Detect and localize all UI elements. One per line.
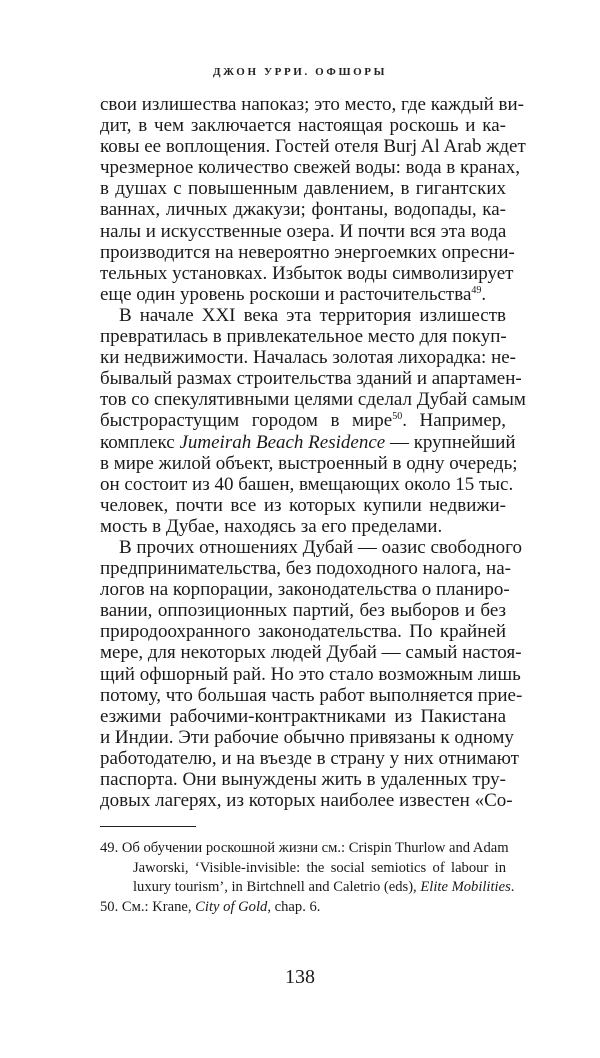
text-run: езжими рабочими-контрактниками из Пакистана — [100, 705, 506, 727]
text-line — [100, 684, 523, 706]
footnote-ref: 50 — [392, 411, 403, 423]
text-run: ваннах, личных джакузи; фонтаны, водопады, ка- — [100, 199, 506, 221]
text-run: Jaworski, ‘Visible-invisible: the social semiotics of labour in — [133, 859, 506, 876]
text-line — [100, 452, 518, 474]
text-run: предпринимательства, без подоходного налога, на- — [100, 558, 511, 580]
italic-text: Elite Mobilities — [420, 879, 511, 895]
text-run: он состоит из 40 башен, вмещающих около 15 тыс. — [100, 473, 514, 495]
text-line — [100, 642, 522, 664]
text-run: luxury tourism’, in Birtchnell and Caletrio (eds), — [133, 879, 421, 895]
text-line — [100, 115, 506, 136]
text-line — [100, 431, 516, 453]
text-run: превратилась в привлекательное место для покуп- — [100, 326, 507, 348]
text-run: мере, для некоторых людей Дубай — самый настоя- — [100, 642, 522, 664]
text-line — [100, 262, 514, 284]
text-line — [100, 621, 506, 642]
footnote — [100, 839, 515, 898]
text-run: — крупнейший — [385, 431, 516, 453]
paragraph — [100, 94, 526, 305]
footnotes — [100, 839, 515, 917]
text-run: логов на корпорации, законодательства о планиро- — [100, 579, 510, 601]
body-text — [100, 94, 526, 812]
text-run: чрезмерное количество свежей воды: вода в кранах, — [100, 157, 521, 179]
text-run: комплекс — [100, 431, 180, 453]
footnote-divider — [100, 826, 196, 827]
text-line — [100, 368, 522, 390]
running-header: ДЖОН УРРИ. ОФШОРЫ — [212, 66, 388, 78]
text-line — [100, 747, 519, 769]
text-line — [100, 284, 506, 305]
text-run: . — [510, 879, 515, 895]
text-run: щий офшорный рай. Но это стало возможным лишь — [100, 663, 521, 685]
footnote-ref: 49 — [471, 284, 482, 296]
footnote-line — [100, 859, 506, 879]
text-run: В начале XXI века эта территория излишеств — [119, 304, 506, 326]
text-line — [100, 663, 521, 685]
text-line — [100, 706, 506, 727]
text-run: . — [481, 283, 487, 305]
text-run: природоохранного законодательства. По крайней — [100, 621, 506, 643]
text-line — [100, 473, 514, 495]
italic-text: Jumeirah Beach Residence — [179, 431, 386, 453]
text-line — [100, 558, 511, 580]
text-line — [100, 326, 506, 347]
text-run: 50. См.: Krane, — [100, 898, 196, 915]
text-line — [100, 726, 514, 748]
text-line — [100, 305, 506, 326]
text-run: быстрорастущим городом в мире — [100, 410, 393, 432]
text-line — [100, 769, 506, 790]
text-line — [100, 241, 515, 263]
text-run: вании, оппозиционных партий, без выборов и без — [100, 600, 506, 622]
text-run: налы и искусственные озера. И почти вся эта вода — [100, 220, 507, 242]
text-run: довых лагерях, из которых наиболее известен «Со- — [100, 790, 513, 812]
text-run: человек, почти все из которых купили недвижи- — [100, 494, 506, 516]
footnote-line — [100, 898, 506, 918]
page-number: 138 — [285, 966, 315, 988]
text-line — [100, 221, 506, 242]
text-run: 49. Об обучении роскошной жизни см.: Crispin Thurlow and Adam — [100, 840, 509, 856]
text-run: потому, что большая часть работ выполняется прие- — [100, 684, 523, 706]
text-line — [100, 516, 506, 537]
text-run: паспорта. Они вынуждены жить в удаленных тру- — [100, 769, 506, 790]
text-run: бывалый размах строительства зданий и апартамен- — [100, 368, 522, 390]
text-run: , chap. 6. — [267, 898, 321, 915]
text-line — [100, 495, 506, 516]
text-run: свои излишества напоказ; это место, где каждый ви- — [100, 94, 525, 115]
text-line — [100, 536, 522, 558]
text-run: дит, в чем заключается настоящая роскошь и ка- — [100, 115, 506, 137]
text-run: тов со спекулятивными целями сделал Дубай самым — [100, 389, 526, 411]
text-run: ковы ее воплощения. Гостей отеля Burj Al Arab ждет — [100, 136, 526, 158]
text-run: производится на невероятно энергоемких опресни- — [100, 241, 515, 263]
paragraph — [100, 304, 526, 537]
footnote-line — [100, 839, 509, 859]
text-run: в мире жилой объект, выстроенный в одну очередь; — [100, 452, 518, 474]
text-line — [100, 136, 526, 158]
text-run: и Индии. Эти рабочие обычно привязаны к одному — [100, 726, 514, 748]
text-run: работодателю, и на въезде в страну у них отнимают — [100, 747, 519, 769]
italic-text: City of Gold — [195, 898, 268, 915]
text-line — [100, 600, 506, 621]
text-line — [100, 389, 526, 411]
text-line — [100, 94, 525, 115]
footnote — [100, 898, 506, 918]
text-run: в душах с повышенным давлением, в гигантских — [100, 178, 506, 200]
text-line — [100, 157, 521, 179]
text-line — [100, 178, 506, 199]
text-run: мость в Дубае, находясь за его пределами. — [100, 515, 443, 537]
text-run: В прочих отношениях Дубай — оазис свободного — [119, 536, 522, 558]
text-line — [100, 199, 506, 220]
text-line — [100, 410, 506, 431]
paragraph — [100, 536, 523, 812]
text-line — [100, 579, 510, 601]
text-run: ки недвижимости. Началась золотая лихорадка: не- — [100, 347, 517, 369]
text-run: тельных установках. Избыток воды символизирует — [100, 262, 514, 284]
footnote-line — [100, 878, 515, 898]
text-run: . Например, — [402, 410, 506, 432]
text-line — [100, 347, 517, 369]
text-line — [100, 790, 513, 812]
text-run: еще один уровень роскоши и расточительства — [100, 283, 472, 305]
